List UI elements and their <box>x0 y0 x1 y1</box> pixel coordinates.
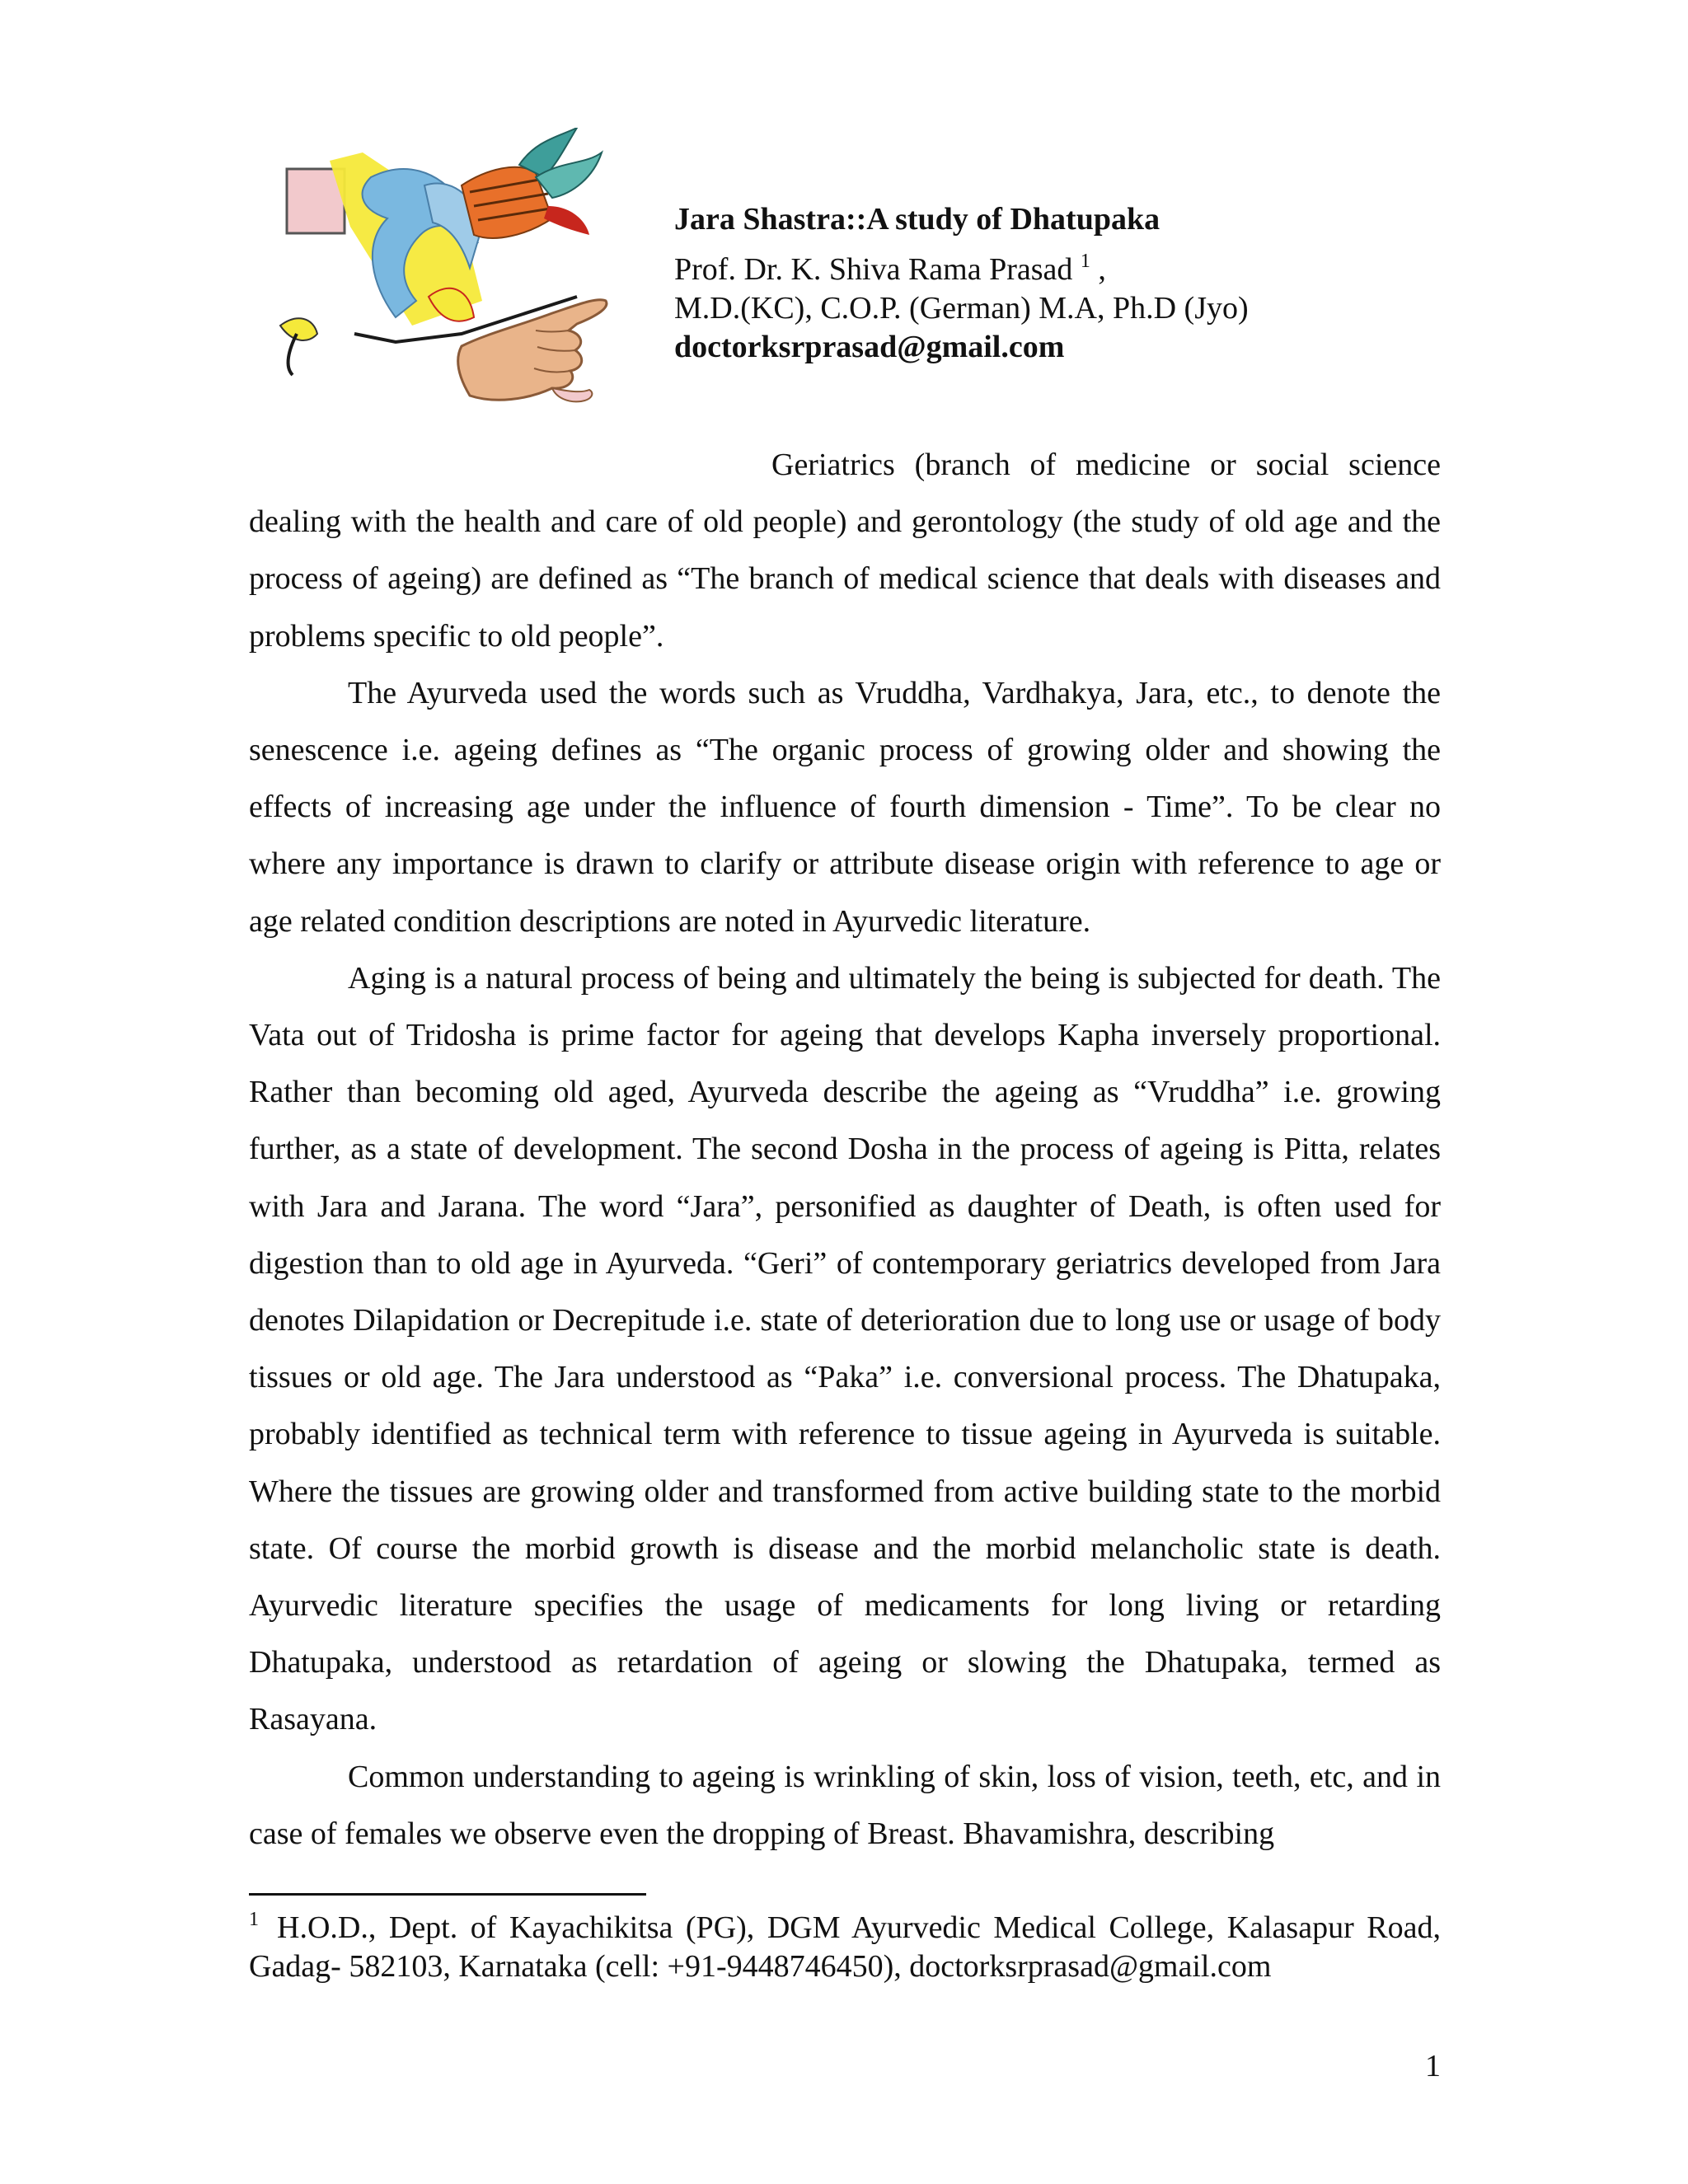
author-line <box>674 251 1498 289</box>
body-paragraph: Common understanding to ageing is wrinkling of skin, loss of vision, teeth, etc, and in case of females we observe even the dropping of Breast. Bhavamishra, describing <box>249 1759 1441 1851</box>
paper-title: Jara Shastra::A study of Dhatupaka <box>674 202 1160 237</box>
footnote-divider <box>249 1893 646 1896</box>
author-footnote-mark[interactable]: 1 <box>1080 251 1090 272</box>
author-credentials: M.D.(KC), C.O.P. (German) M.A, Ph.D (Jyo) <box>674 291 1249 326</box>
author-name: Prof. Dr. K. Shiva Rama Prasad <box>674 252 1073 287</box>
body-paragraph: The Ayurveda used the words such as Vruddha, Vardhakya, Jara, etc., to denote the senescence i.e. ageing defines as “The organic process of growing older and showing the effects of increasing age under the influence of fourth dimension - Time”. To be clear no where any importance is drawn to clarify or attribute disease origin with reference to age or age related condition descriptions are noted in Ayurvedic literature. <box>249 675 1441 939</box>
hand-scroll-logo-icon <box>272 128 635 424</box>
page-number: 1 <box>1425 2049 1441 2083</box>
body-paragraph: Aging is a natural process of being and ultimately the being is subjected for death. The Vata out of Tridosha is prime factor for ageing that develops Kapha inversely proportional. Rather than becoming old aged, Ayurveda describe the ageing as “Vruddha” i.e. growing further, as a state of development. The second Dosha in the process of ageing is Pitta, relates with Jara and Jarana. The word “Jara”, personified as daughter of Death, is often used for digestion than to old age in Ayurveda. “Geri” of contemporary geriatrics developed from Jara denotes Dilapidation or Decrepitude i.e. state of deterioration due to long use or usage of body tissues or old age. The Jara understood as “Paka” i.e. conversional process. The Dhatupaka, probably identified as technical term with reference to tissue ageing in Ayurveda is suitable. Where the tissues are growing older and transformed from active building state to the morbid state. Of course the morbid growth is disease and the morbid melancholic state is death. Ayurvedic literature specifies the usage of medicaments for long living or retarding Dhatupaka, understood as retardation of ageing or slowing the Dhatupaka, termed as Rasayana. <box>249 960 1441 1737</box>
footnote-mark: 1 <box>249 1909 259 1930</box>
footnote-text: H.O.D., Dept. of Kayachikitsa (PG), DGM Ayurvedic Medical College, Kalasapur Road, Gadag- 582103, Karnataka (cell: +91-9448746450), doctorksrprasad@gmail.com <box>249 1910 1441 1984</box>
footnote <box>249 1909 1441 1986</box>
paper-body <box>249 437 1441 1863</box>
paper-header <box>674 200 1498 367</box>
author-email[interactable]: doctorksrprasad@gmail.com <box>674 330 1065 364</box>
author-suffix: , <box>1090 252 1106 287</box>
body-paragraph: Geriatrics (branch of medicine or social science dealing with the health and care of old people) and gerontology (the study of old age and the process of ageing) are defined as “The branch of medical science that deals with diseases and problems specific to old people”. <box>249 448 1441 654</box>
